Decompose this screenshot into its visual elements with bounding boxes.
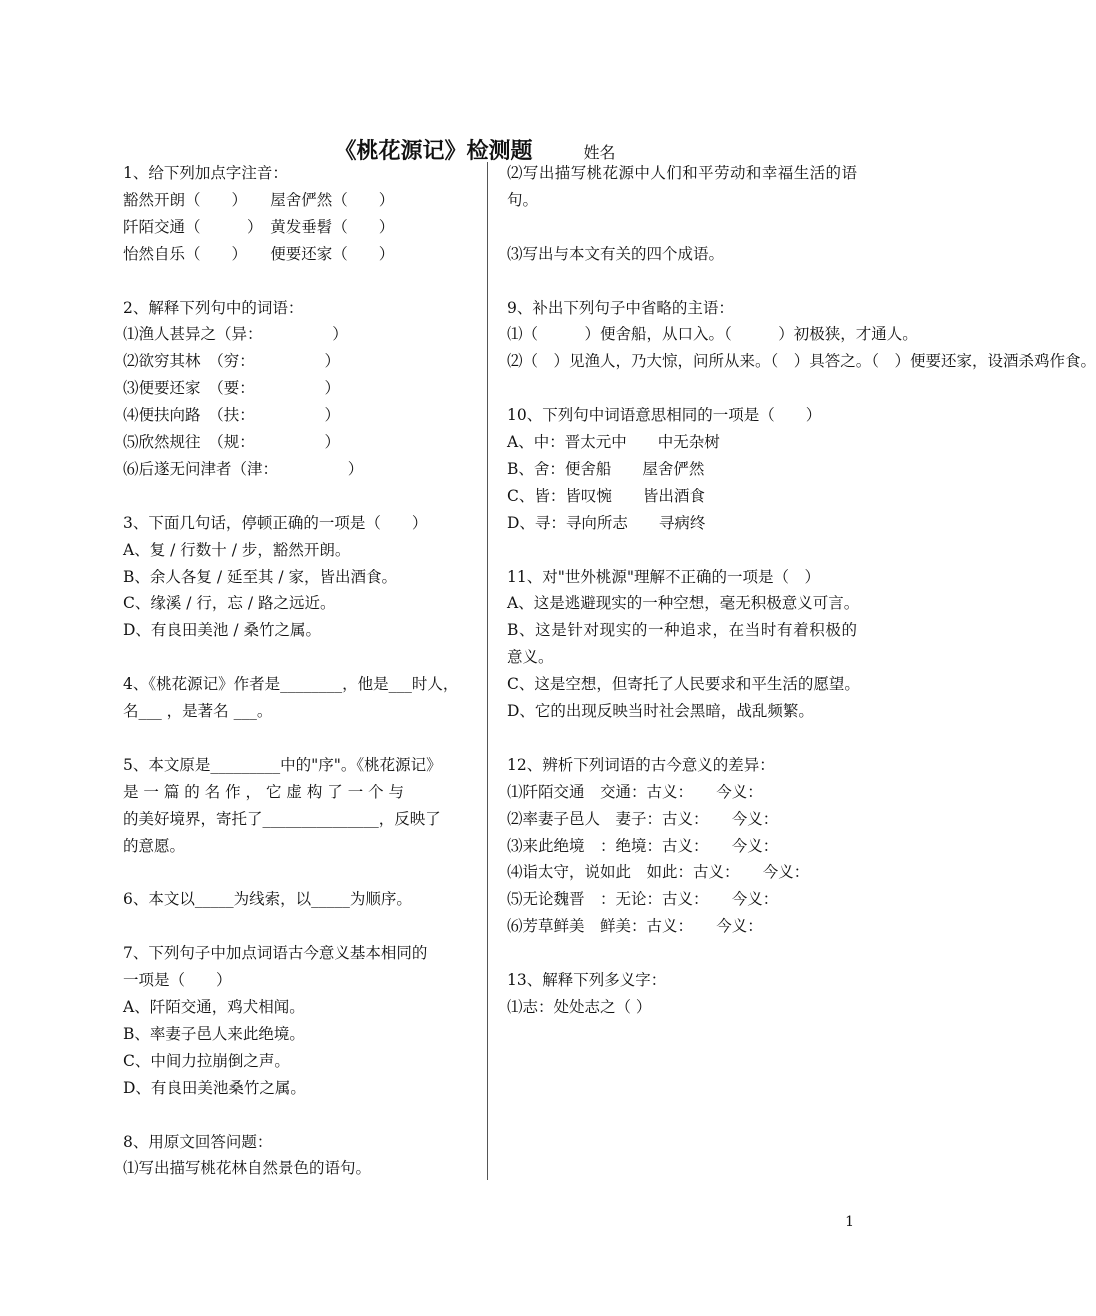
spacer bbox=[123, 644, 478, 671]
spacer bbox=[507, 537, 857, 564]
text-line: D、它的出现反映当时社会黑暗，战乱频繁。 bbox=[507, 702, 814, 721]
text-line: 名___ ，是著名 ___。 bbox=[123, 702, 273, 721]
text-line: ⑶写出与本文有关的四个成语。 bbox=[507, 244, 725, 263]
spacer bbox=[507, 214, 857, 241]
text-line: 豁然开朗（ ） 屋舍俨然（ ） bbox=[123, 190, 395, 209]
text-line: 一项是（ ） bbox=[123, 971, 232, 990]
right-column bbox=[507, 160, 1096, 1021]
spacer bbox=[507, 375, 857, 402]
text-line: B、余人各复 / 延至其 / 家，皆出酒食。 bbox=[123, 567, 398, 586]
text-line: ⑷诣太守，说如此 如此：古义： 今义： bbox=[507, 863, 810, 882]
text-line: 12、辨析下列词语的古今意义的差异： bbox=[507, 755, 775, 774]
text-line: 13、解释下列多义字： bbox=[507, 971, 667, 990]
text-line: C、中间力拉崩倒之声。 bbox=[123, 1051, 290, 1070]
text-line: A、阡陌交通，鸡犬相闻。 bbox=[123, 998, 305, 1016]
left-column bbox=[123, 160, 478, 1182]
spacer bbox=[507, 725, 857, 752]
text-line: B、这是针对现实的一种追求，在当时有着积极的意义。 bbox=[507, 621, 857, 667]
spacer bbox=[123, 725, 478, 752]
text-line: C、这是空想，但寄托了人民要求和平生活的愿望。 bbox=[507, 675, 860, 694]
text-line: 5、本文原是_________中的"序"。《桃花源记》 bbox=[123, 755, 442, 774]
text-line: ⑴写出描写桃花林自然景色的语句。 bbox=[123, 1159, 372, 1178]
text-line: ⑸欣然规往 （规： ） bbox=[123, 433, 341, 452]
text-line: 怡然自乐（ ） 便要还家（ ） bbox=[123, 244, 395, 263]
text-line: D、有良田美池 / 桑竹之属。 bbox=[123, 621, 322, 640]
column-divider bbox=[487, 162, 488, 1180]
text-line: C、皆：皆叹惋 皆出酒食 bbox=[507, 486, 705, 505]
text-line: 的美好境界，寄托了_______________，反映了 bbox=[123, 809, 441, 828]
text-line: A、这是逃避现实的一种空想，毫无积极意义可言。 bbox=[507, 594, 860, 613]
text-line: 11、对"世外桃源"理解不正确的一项是（ ） bbox=[507, 567, 820, 586]
text-line: ⑵率妻子邑人 妻子：古义： 今义： bbox=[507, 809, 779, 828]
text-line: ⑹芳草鲜美 鲜美：古义： 今义： bbox=[507, 917, 763, 936]
spacer bbox=[123, 860, 478, 887]
text-line: B、舍：便舍船 屋舍俨然 bbox=[507, 459, 705, 478]
text-line: ⑵写出描写桃花源中人们和平劳动和幸福生活的语句。 bbox=[507, 164, 857, 209]
text-line: 1、给下列加点字注音： bbox=[123, 164, 288, 182]
text-line: 8、用原文回答问题： bbox=[123, 1132, 273, 1151]
spacer bbox=[123, 483, 478, 510]
text-line: 是 一 篇 的 名 作 ， 它 虚 构 了 一 个 与 bbox=[123, 782, 405, 801]
text-line: 2、解释下列句中的词语： bbox=[123, 298, 304, 317]
name-label: 姓名 bbox=[583, 143, 616, 162]
spacer bbox=[507, 940, 857, 967]
spacer bbox=[507, 268, 857, 295]
document-title: 《桃花源记》检测题 bbox=[334, 139, 533, 164]
text-line: 阡陌交通（ ） 黄发垂髫（ ） bbox=[123, 217, 395, 236]
text-line: 6、本文以_____为线索，以_____为顺序。 bbox=[123, 890, 412, 909]
text-line: A、复 / 行数十 / 步，豁然开朗。 bbox=[123, 540, 351, 559]
text-line: ⑵欲穷其林 （穷： ） bbox=[123, 352, 341, 371]
page-number: 1 bbox=[845, 1214, 854, 1230]
text-line: ⑹后遂无问津者（津： ） bbox=[123, 459, 364, 478]
text-line: ⑴阡陌交通 交通：古义： 今义： bbox=[507, 782, 763, 801]
spacer bbox=[123, 1102, 478, 1129]
spacer bbox=[123, 268, 478, 295]
text-line: C、缘溪 / 行，忘 / 路之远近。 bbox=[123, 594, 336, 613]
text-line: A、中：晋太元中 中无杂树 bbox=[507, 433, 720, 452]
text-line: 9、补出下列句子中省略的主语： bbox=[507, 298, 734, 317]
text-line: ⑴志：处处志之（ ） bbox=[507, 998, 652, 1016]
text-line: ⑴渔人甚异之（异： ） bbox=[123, 325, 348, 344]
text-line: ⑶来此绝境 ：绝境：古义： 今义： bbox=[507, 836, 779, 855]
text-line: 7、下列句子中加点词语古今意义基本相同的 bbox=[123, 944, 428, 963]
text-line: 3、下面几句话，停顿正确的一项是（ ） bbox=[123, 513, 428, 532]
text-line: ⑵（ ）见渔人，乃大惊，问所从来。（ ）具答之。（ ）便要还家，设酒杀鸡作食。 bbox=[507, 352, 1096, 371]
text-line: D、有良田美池桑竹之属。 bbox=[123, 1078, 306, 1097]
text-line: ⑸无论魏晋 ：无论：古义： 今义： bbox=[507, 890, 779, 909]
text-line: D、寻：寻向所志 寻病终 bbox=[507, 513, 706, 532]
text-line: ⑴（ ）便舍船，从口入。（ ）初极狭，才通人。 bbox=[507, 325, 918, 344]
text-line: 的意愿。 bbox=[123, 836, 186, 855]
text-line: ⑶便要还家 （要： ） bbox=[123, 379, 341, 398]
text-line: 4、《桃花源记》作者是________，他是___时人， bbox=[123, 675, 459, 694]
text-line: ⑷便扶向路 （扶： ） bbox=[123, 406, 341, 425]
spacer bbox=[123, 913, 478, 940]
text-line: B、率妻子邑人来此绝境。 bbox=[123, 1024, 305, 1043]
text-line: 10、下列句中词语意思相同的一项是（ ） bbox=[507, 406, 822, 425]
